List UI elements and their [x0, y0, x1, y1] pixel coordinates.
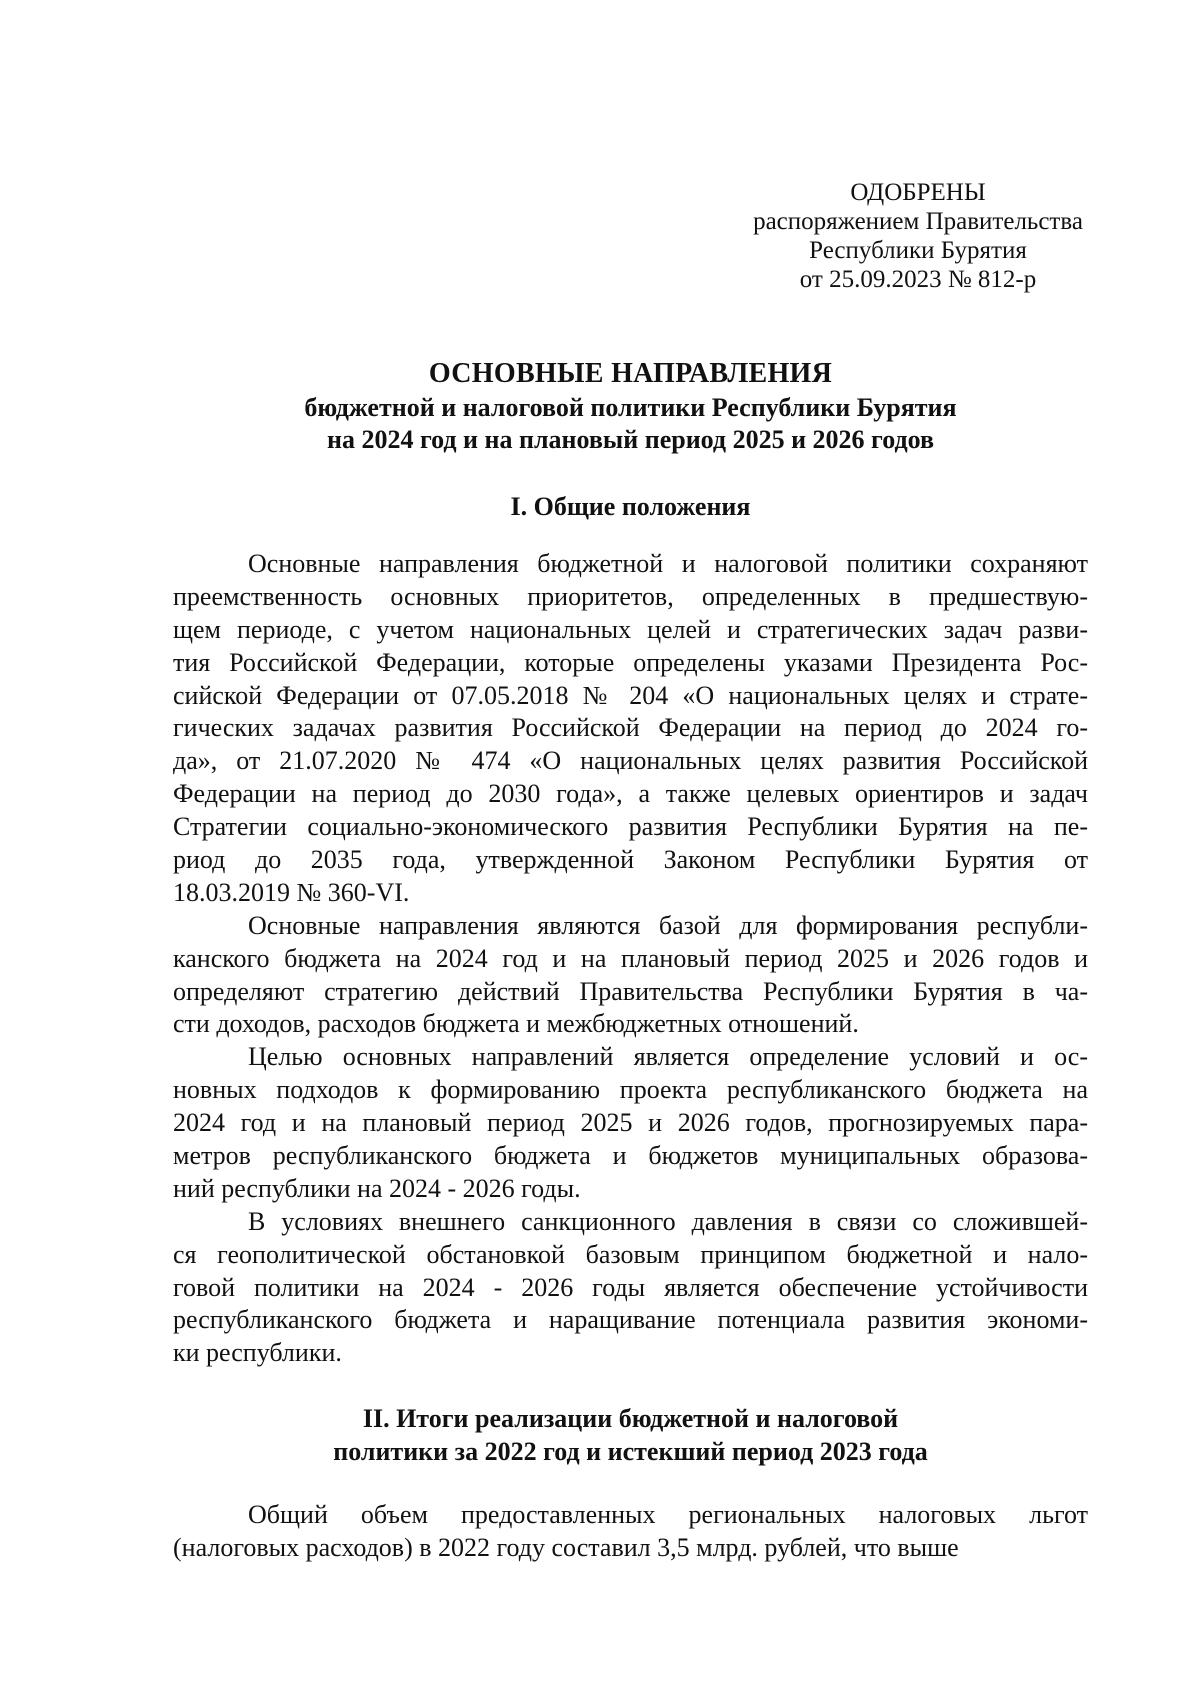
title-main: ОСНОВНЫЕ НАПРАВЛЕНИЯ — [428, 358, 833, 389]
paragraph-line: Общий объем предоставленных региональных налоговых льгот — [248, 1500, 1088, 1529]
title-line: на 2024 год и на плановый период 2025 и 2026 годов — [326, 425, 935, 454]
approval-line: ОДОБРЕНЫ — [850, 179, 986, 206]
paragraph-line: риод до 2035 года, утвержденной Законом Республики Бурятия от — [173, 845, 1088, 875]
paragraph-line: 2024 год и на плановый период 2025 и 2026 годов, прогнозируемых пара- — [173, 1108, 1088, 1138]
paragraph-line: канского бюджета на 2024 год и на плановый период 2025 и 2026 годов и — [173, 943, 1088, 973]
section-heading-text: II. Итоги реализации бюджетной и налоговой — [362, 1404, 899, 1433]
paragraph-line: В условиях внешнего санкционного давления в связи со сложившей- — [248, 1206, 1088, 1236]
paragraph — [173, 548, 1088, 910]
paragraph — [173, 910, 1088, 1042]
paragraph-line: метров республиканского бюджета и бюджетов муниципальных образова- — [173, 1141, 1088, 1171]
section-heading-2 — [173, 1402, 1088, 1468]
section-heading-text: политики за 2022 год и истекший период 2023 года — [333, 1437, 928, 1466]
paragraph-line: да», от 21.07.2020 № 474 «О национальных целях развития Российской — [173, 746, 1088, 776]
paragraph-line: (налоговых расходов) в 2022 году составил 3,5 млрд. рублей, что выше — [173, 1532, 959, 1562]
paragraph-line: щем периоде, с учетом национальных целей и стратегических задач разви- — [173, 614, 1088, 644]
approval-line: распоряжением Правительства — [753, 208, 1083, 235]
approval-stamp — [738, 178, 1098, 294]
paragraph-line: Целью основных направлений является определение условий и ос- — [248, 1042, 1088, 1072]
section-2-body — [173, 1499, 1088, 1565]
paragraph — [173, 1041, 1088, 1205]
paragraph-line: тия Российской Федерации, которые определены указами Президента Рос- — [173, 647, 1088, 677]
paragraph-line: ний республики на 2024 - 2026 годы. — [173, 1173, 581, 1203]
section-1-body — [173, 548, 1088, 1370]
title-line: бюджетной и налоговой политики Республики Бурятия — [304, 393, 957, 422]
paragraph-line: Основные направления являются базой для формирования республи- — [248, 910, 1088, 940]
paragraph — [173, 1499, 1088, 1565]
paragraph-line: сийской Федерации от 07.05.2018 № 204 «О национальных целях и страте- — [173, 680, 1088, 710]
paragraph-line: Федерации на период до 2030 года», а также целевых ориентиров и задач — [173, 779, 1088, 809]
document-title — [173, 356, 1088, 456]
paragraph-line: Стратегии социально-экономического развития Республики Бурятия на пе- — [173, 812, 1088, 842]
paragraph-line: Основные направления бюджетной и налоговой политики сохраняют — [248, 549, 1088, 578]
approval-line: Республики Бурятия — [809, 237, 1027, 264]
paragraph-line: ки республики. — [173, 1338, 342, 1368]
paragraph-line: ся геополитической обстановкой базовым принципом бюджетной и нало- — [173, 1239, 1088, 1269]
approval-line: от 25.09.2023 № 812-р — [799, 266, 1037, 293]
paragraph-line: новных подходов к формированию проекта республиканского бюджета на — [173, 1075, 1088, 1105]
paragraph-line: 18.03.2019 № 360-VI. — [173, 877, 410, 907]
paragraph-line: сти доходов, расходов бюджета и межбюджетных отношений. — [173, 1009, 859, 1039]
paragraph-line: гических задачах развития Российской Федерации на период до 2024 го- — [173, 713, 1088, 743]
paragraph — [173, 1206, 1088, 1370]
section-heading-text: I. Общие положения — [510, 492, 751, 521]
paragraph-line: говой политики на 2024 - 2026 годы является обеспечение устойчивости — [173, 1272, 1088, 1302]
paragraph-line: определяют стратегию действий Правительства Республики Бурятия в ча- — [173, 976, 1088, 1006]
section-heading-1 — [173, 490, 1088, 523]
paragraph-line: республиканского бюджета и наращивание потенциала развития экономи- — [173, 1305, 1088, 1335]
paragraph-line: преемственность основных приоритетов, определенных в предшествую- — [173, 581, 1088, 611]
